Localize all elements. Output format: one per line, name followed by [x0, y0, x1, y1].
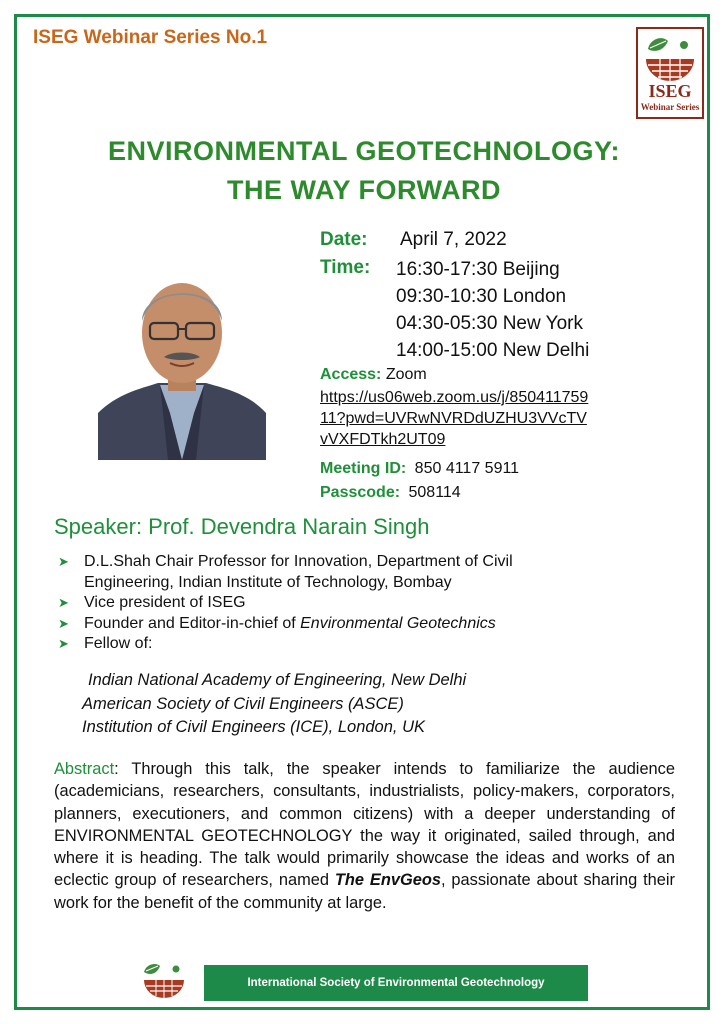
fellowship-item: Institution of Civil Engineers (ICE), London, UK [82, 718, 425, 736]
bullet-text-prefix: Founder and Editor-in-chief of [84, 614, 301, 632]
speaker-photo [98, 263, 266, 460]
iseg-webinar-logo [636, 27, 704, 119]
bullet-item [58, 634, 698, 655]
time-beijing: 16:30-17:30 Beijing [396, 259, 560, 280]
group-name: The EnvGeos [334, 871, 441, 890]
time-new-york: 04:30-05:30 New York [396, 313, 583, 334]
passcode-label: Passcode: [320, 484, 401, 501]
arrow-bullet-icon: ➤ [58, 636, 69, 651]
speaker-heading: Speaker: Prof. Devendra Narain Singh [54, 514, 430, 539]
arrow-bullet-icon: ➤ [58, 595, 69, 610]
date-row [320, 229, 507, 251]
meeting-id-row [320, 460, 519, 478]
access-value: Zoom [385, 366, 427, 383]
date-value: April 7, 2022 [400, 229, 507, 250]
time-london: 09:30-10:30 London [396, 286, 567, 307]
main-title-line2: THE WAY FORWARD [226, 175, 502, 205]
passcode-value: 508114 [408, 484, 461, 501]
logo-main-text: ISEG [648, 81, 692, 101]
bullet-item [58, 552, 698, 593]
main-title-line1: ENVIRONMENTAL GEOTECHNOLOGY: [107, 136, 620, 166]
bullet-item [58, 593, 698, 614]
zoom-link[interactable] [320, 389, 588, 449]
bullet-text: Engineering, Indian Institute of Technology, Bombay [84, 573, 452, 591]
bullet-text [84, 614, 698, 635]
time-row [320, 257, 370, 279]
fellowship-item: American Society of Civil Engineers (ASCE) [82, 695, 404, 713]
fellowship-item: Indian National Academy of Engineering, New Delhi [88, 671, 467, 689]
arrow-bullet-icon: ➤ [58, 554, 69, 569]
passcode-row [320, 484, 461, 502]
speaker-bullets [58, 552, 698, 655]
logo-sub-text: Webinar Series [640, 102, 700, 112]
journal-name: Environmental Geotechnics [300, 614, 496, 632]
abstract-text-part2: , passionate about sharing their work for the benefit of the community at large. [54, 871, 675, 912]
meeting-id-label: Meeting ID: [320, 460, 407, 477]
zoom-link-line2[interactable]: 11?pwd=UVRwNVRDdUZHU3VVcTV [320, 410, 587, 427]
abstract-text-part1: Through this talk, the speaker intends to familiarize the audience (academicians, researchers, consultants, industrialists, policy-makers, corporators, planners, executioners, and common citizens) with a deeper understanding of ENVIRONMENTAL GEOTECHNOLOGY the way it originated, sailed through, and where it is heading. The talk would primarily showcase the ideas and works of an eclectic group of researchers, named [54, 760, 675, 890]
bullet-text: Vice president of ISEG [84, 594, 246, 611]
date-label: Date: [320, 229, 368, 250]
abstract-colon: : [114, 760, 119, 778]
abstract-label: Abstract [54, 760, 115, 778]
zoom-link-line1[interactable]: https://us06web.zoom.us/j/850411759 [320, 389, 589, 406]
series-title: ISEG Webinar Series No.1 [33, 27, 268, 48]
meeting-id-value: 850 4117 5911 [414, 460, 520, 477]
zoom-link-line3[interactable]: vVXFDTkh2UT09 [320, 431, 446, 448]
access-row [320, 366, 427, 384]
globe-leaf-icon [638, 31, 702, 83]
bullet-text: Fellow of: [84, 635, 153, 652]
arrow-bullet-icon: ➤ [58, 615, 69, 631]
bullet-text: D.L.Shah Chair Professor for Innovation, Department of Civil [84, 553, 513, 570]
access-label: Access: [320, 366, 382, 383]
abstract-paragraph [54, 758, 675, 914]
bullet-item [58, 614, 698, 635]
iseg-footer-logo-icon [140, 962, 188, 1002]
time-label: Time: [320, 257, 371, 278]
time-new-delhi: 14:00-15:00 New Delhi [396, 340, 590, 361]
footer-org-bar: International Society of Environmental Geotechnology [204, 965, 588, 1001]
